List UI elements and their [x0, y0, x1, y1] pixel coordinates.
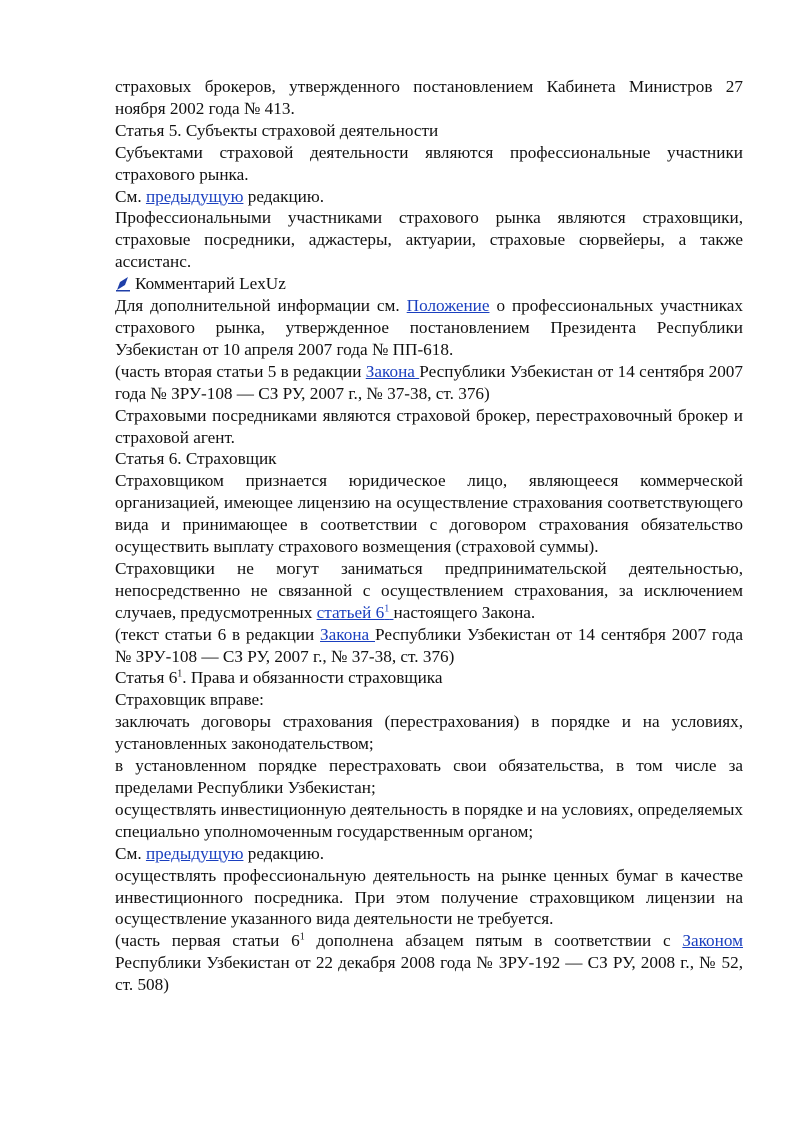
article-6-title: Статья 6. Страховщик — [115, 449, 277, 469]
law-link[interactable]: Закона — [365, 361, 420, 381]
see-prefix: См. — [115, 843, 146, 863]
regulation-link[interactable]: Положение — [406, 296, 490, 316]
superscript: 1 — [177, 668, 183, 680]
paragraph: Субъектами страховой деятельности являются профессиональные участники страхового рынка. — [115, 142, 743, 184]
article-6-1-title — [115, 667, 743, 689]
law-link[interactable]: Законом — [682, 931, 743, 951]
amendment-note — [115, 361, 743, 405]
link-text: статьей 6 — [316, 602, 385, 622]
paragraph: Профессиональными участниками страхового рынка являются страховщики, страховые посредники, аджастеры, актуарии, страховые сюрвейеры, а также ассистанс. — [115, 208, 743, 272]
text-span: Республики Узбекистан от 22 декабря 2008 года № ЗРУ-192 — СЗ РУ, 2008 г., № 52, ст. 508) — [115, 953, 743, 995]
law-link[interactable]: Закона — [320, 624, 375, 644]
see-prefix: См. — [115, 186, 146, 206]
superscript: 1 — [384, 603, 390, 615]
text-span: о профессиональных участниках страхового рынка, утвержденное постановлением Президента Республики Узбекистан от 10 апреля 2007 года № ПП-618. — [115, 296, 744, 359]
text-span: дополнена абзацем пятым в соответствии с — [304, 931, 683, 951]
see-previous-edition — [115, 843, 743, 865]
text-span: . Права и обязанности страховщика — [182, 668, 443, 688]
text-span: Для дополнительной информации см. — [115, 296, 407, 316]
text-span: Статья 6 — [115, 668, 178, 688]
paragraph: осуществлять профессиональную деятельность на рынке ценных бумаг в качестве инвестиционного посредника. При этом получение страховщиком лицензии на осуществление указанного вида деятельности не требуется. — [115, 865, 743, 929]
amendment-note — [115, 624, 743, 668]
paragraph: Страховщиком признается юридическое лицо, являющееся коммерческой организацией, имеющее лицензию на осуществление страхования соответствующего вида и принимающее в соответствии с договором страхования обязательство осуществить выплату страхового возмещения (страховой суммы). — [115, 471, 743, 557]
paragraph: в установленном порядке перестраховать свои обязательства, в том числе за пределами Республики Узбекистан; — [115, 756, 743, 797]
paragraph: осуществлять инвестиционную деятельность в порядке и на условиях, определяемых специально уполномоченным государственным органом; — [115, 799, 743, 841]
comment-paragraph — [115, 295, 743, 361]
text-span: Республики Узбекистан от 14 сентября 2007 года № ЗРУ-108 — СЗ РУ, 2007 г., № 37-38, ст. 376) — [115, 361, 743, 403]
previous-edition-link[interactable]: предыдущую — [145, 186, 244, 206]
text-span: (текст статьи 6 в редакции — [115, 624, 321, 644]
see-previous-edition — [115, 186, 743, 208]
superscript: 1 — [299, 931, 305, 943]
paragraph: заключать договоры страхования (перестрахования) в порядке и на условиях, установленных законодательством; — [115, 712, 743, 754]
text-span: (часть первая статьи 6 — [115, 931, 300, 951]
text-span: Республики Узбекистан от 14 сентября 2007 года № ЗРУ-108 — СЗ РУ, 2007 г., № 37-38, ст. 376) — [115, 624, 743, 666]
document-body — [115, 76, 743, 996]
paragraph: Страховыми посредниками являются страховой брокер, перестраховочный брокер и страховой агент. — [115, 405, 743, 447]
previous-edition-link[interactable]: предыдущую — [145, 843, 244, 863]
see-suffix: редакцию. — [243, 186, 324, 206]
amendment-note — [115, 930, 743, 996]
text-span: Страховщики не могут заниматься предпринимательской деятельностью, непосредственно не связанной с осуществлением страхования, за исключением случаев, предусмотренных — [115, 558, 743, 622]
article-5-title: Статья 5. Субъекты страховой деятельности — [115, 120, 439, 140]
text-span: (часть вторая статьи 5 в редакции — [115, 361, 366, 381]
lexuz-comment-header — [115, 273, 743, 295]
see-suffix: редакцию. — [243, 843, 324, 863]
paragraph: страховых брокеров, утвержденного постановлением Кабинета Министров 27 ноября 2002 года № 413. — [115, 77, 743, 118]
paragraph — [115, 558, 743, 624]
comment-label: Комментарий LexUz — [135, 274, 286, 294]
article-6-1-link[interactable] — [317, 603, 394, 622]
paragraph: Страховщик вправе: — [115, 690, 264, 710]
text-span: настоящего Закона. — [393, 602, 536, 622]
pen-icon — [115, 276, 131, 292]
